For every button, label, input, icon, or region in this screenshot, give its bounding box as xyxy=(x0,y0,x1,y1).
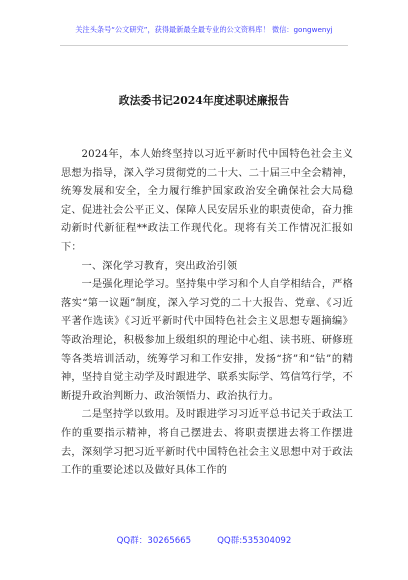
header-promo-banner: 关注头条号“公文研究”，获得最新最全最专业的公文资料库！ 微信：gongwenyj xyxy=(75,25,333,34)
document-body xyxy=(61,146,353,481)
footer-qq-number-1: 30265665 xyxy=(147,536,192,546)
header-divider xyxy=(60,45,348,46)
paragraph-theory-study: 一是强化理论学习。坚持集中学习和个人自学相结合，严格落实“第一议题”制度，深入学习党的二十大报告、党章、《习近平著作选读》《习近平新时代中国特色社会主义思想专题摘编》等政治理论，积极参加上级组织的理论中心组、读书班、研修班等各类培训活动，统筹学习和工作安排，发扬“挤”和“钻”的精神，坚持自觉主动学及时跟进学、联系实际学、笃信笃行学，不断提升政治判断力、政治领悟力、政治执行力。 xyxy=(61,279,353,402)
section-heading-1: 一、深化学习教育，突出政治引领 xyxy=(81,260,238,272)
paragraph-intro: 2024年，本人始终坚持以习近平新时代中国特色社会主义思想为指导，深入学习贯彻党的二十大、二十届三中全会精神，统筹发展和安全，全力履行维护国家政治安全确保社会大局稳定、促进社会公平正义、保障人民安居乐业的职责使命，奋力推动新时代新征程**政法工作现代化。现将有关工作情况汇报如下： xyxy=(61,149,353,253)
footer-qq-label-2: QQ群: xyxy=(217,536,243,546)
footer-qq-number-2: 535304092 xyxy=(242,536,292,546)
footer-qq-label-1: QQ群： xyxy=(116,536,148,546)
footer-contact xyxy=(0,535,408,547)
paragraph-apply-learning: 二是坚持学以致用。及时跟进学习习近平总书记关于政法工作的重要指示精神，将自己摆进去、将职责摆进去将工作摆进去，深刻学习把习近平新时代中国特色社会主义思想中对于政法工作的重要论述以及做好具体工作的 xyxy=(61,409,353,477)
document-title: 政法委书记2024年度述职述廉报告 xyxy=(118,94,290,107)
